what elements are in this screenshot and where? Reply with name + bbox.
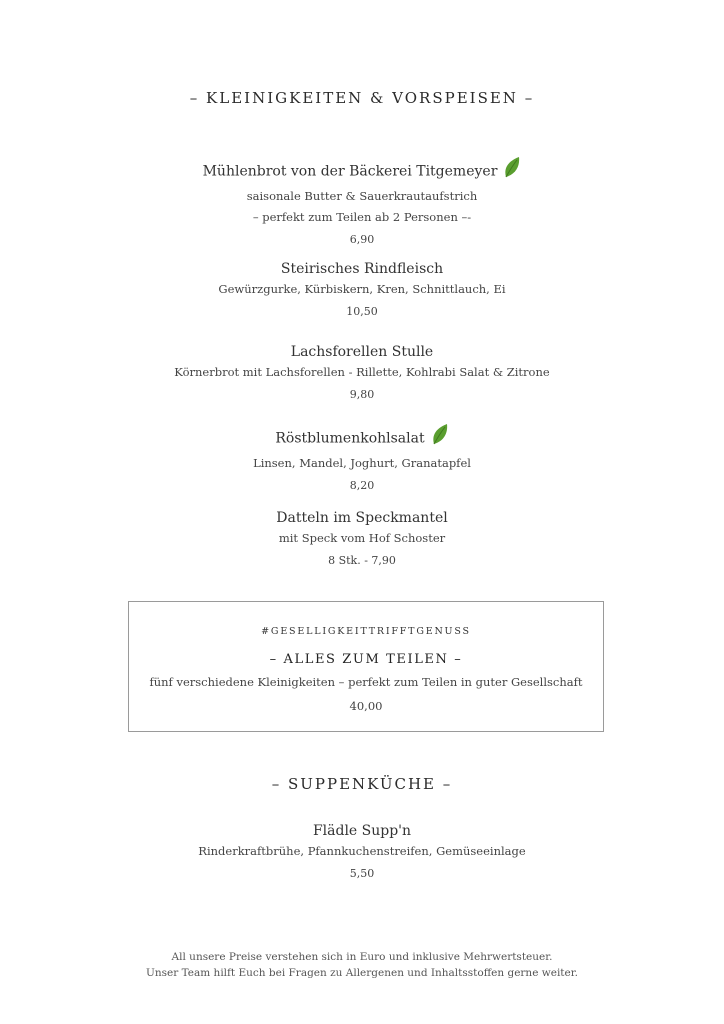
menu-item-lachsforellen-stulle bbox=[0, 343, 724, 403]
menu-item-datteln bbox=[0, 509, 724, 569]
dish-description: Körnerbrot mit Lachsforellen - Rillette, Kohlrabi Salat & Zitrone bbox=[174, 365, 550, 379]
dish-description: Gewürzgurke, Kürbiskern, Kren, Schnittlauch, Ei bbox=[218, 282, 506, 296]
dish-price: 8 Stk. - 7,90 bbox=[328, 554, 396, 567]
dish-description: Linsen, Mandel, Joghurt, Granatapfel bbox=[253, 456, 471, 470]
menu-item-rindfleisch bbox=[0, 260, 724, 320]
dish-price: 10,50 bbox=[346, 305, 378, 318]
sharing-box-price: 40,00 bbox=[349, 699, 383, 713]
footer-allergen-note: Unser Team hilft Euch bei Fragen zu Allergenen und Inhaltsstoffen gerne weiter. bbox=[146, 967, 578, 979]
dish-price: 5,50 bbox=[349, 867, 375, 880]
hashtag: #GESELLIGKEITTRIFFTGENUSS bbox=[261, 626, 471, 637]
dish-name: Röstblumenkohlsalat bbox=[275, 430, 425, 447]
footer bbox=[0, 949, 724, 981]
footer-price-note: All unsere Preise verstehen sich in Euro und inklusive Mehrwertsteuer. bbox=[171, 951, 553, 963]
dish-price: 9,80 bbox=[349, 388, 375, 401]
dish-description: mit Speck vom Hof Schoster bbox=[278, 531, 446, 545]
dish-price: 6,90 bbox=[349, 233, 375, 246]
dish-description: Rinderkraftbrühe, Pfannkuchenstreifen, Gemüseeinlage bbox=[198, 844, 526, 858]
sharing-box bbox=[128, 601, 604, 732]
menu-item-muehlenbrot bbox=[0, 158, 724, 248]
dish-name: Mühlenbrot von der Bäckerei Titgemeyer bbox=[202, 163, 498, 180]
menu-item-roestblumenkohlsalat bbox=[0, 425, 724, 494]
leaf-icon bbox=[431, 423, 449, 450]
sharing-box-title: – ALLES ZUM TEILEN – bbox=[269, 652, 463, 667]
menu-item-flaedle-suppn bbox=[0, 822, 724, 882]
dish-note: – perfekt zum Teilen ab 2 Personen –- bbox=[252, 210, 472, 224]
leaf-icon bbox=[503, 156, 521, 183]
starters-section-title: – KLEINIGKEITEN & VORSPEISEN – bbox=[189, 89, 535, 107]
sharing-box-description: fünf verschiedene Kleinigkeiten – perfekt zum Teilen in guter Gesellschaft bbox=[149, 675, 583, 689]
dish-name: Flädle Supp'n bbox=[312, 823, 412, 839]
dish-name: Datteln im Speckmantel bbox=[276, 510, 448, 526]
dish-price: 8,20 bbox=[349, 479, 375, 492]
dish-description: saisonale Butter & Sauerkrautaufstrich bbox=[246, 189, 478, 203]
dish-name: Lachsforellen Stulle bbox=[290, 344, 434, 360]
dish-name: Steirisches Rindfleisch bbox=[280, 261, 444, 277]
soup-section-title: – SUPPENKÜCHE – bbox=[271, 775, 453, 793]
